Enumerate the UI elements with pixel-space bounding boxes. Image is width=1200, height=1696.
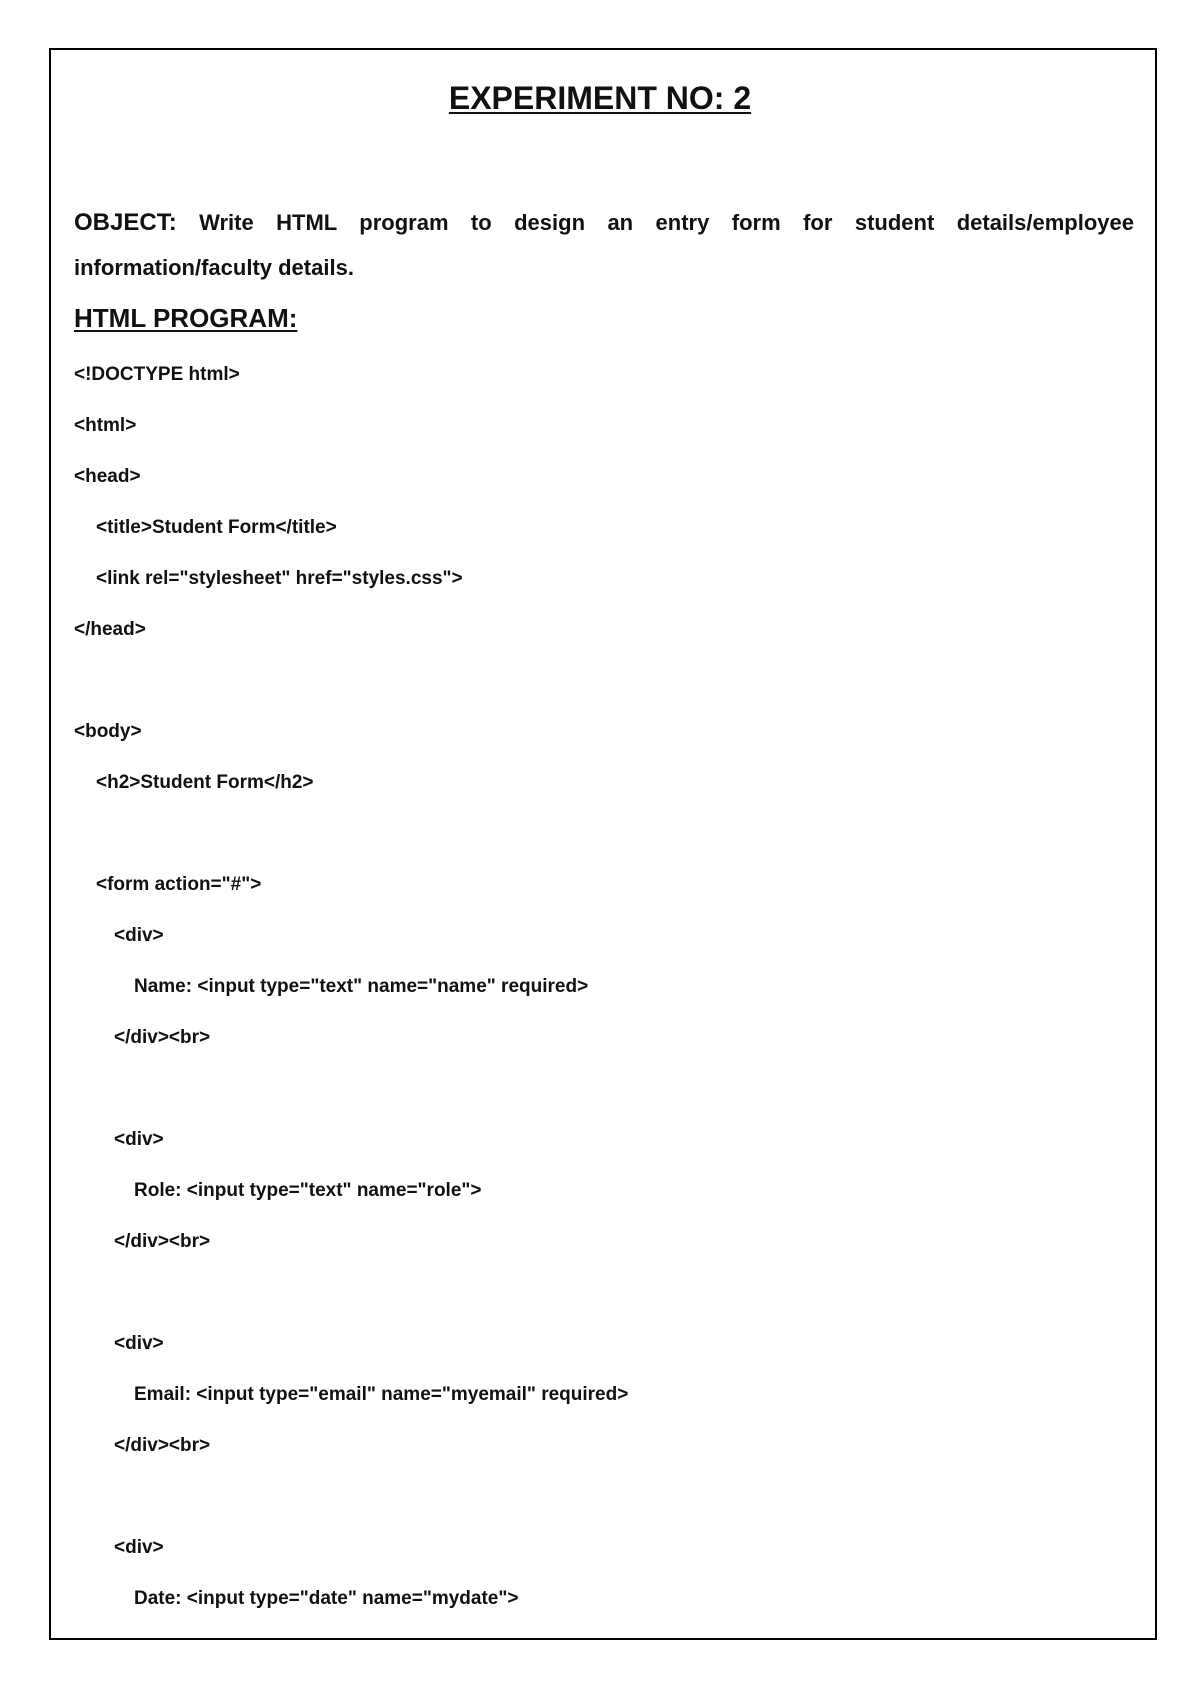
code-line: <div> (114, 1333, 164, 1354)
code-line: Email: <input type="email" name="myemail" required> (134, 1384, 629, 1405)
code-line: Role: <input type="text" name="role"> (134, 1180, 482, 1201)
object-paragraph (74, 200, 1134, 290)
code-line: <div> (114, 1129, 164, 1150)
code-line: <!DOCTYPE html> (74, 364, 240, 385)
code-line: <div> (114, 1537, 164, 1558)
code-line: <body> (74, 721, 142, 742)
object-text: Write HTML program to design an entry form for student details/employee information/faculty details. (74, 210, 1134, 280)
code-line: Date: <input type="date" name="mydate"> (134, 1588, 519, 1609)
code-line: <link rel="stylesheet" href="styles.css"> (96, 568, 463, 589)
code-line: <title>Student Form</title> (96, 517, 337, 538)
object-label: OBJECT: (74, 209, 177, 236)
code-line: <h2>Student Form</h2> (96, 772, 314, 793)
code-line: <head> (74, 466, 141, 487)
code-line: Name: <input type="text" name="name" required> (134, 976, 589, 997)
code-line: </div><br> (114, 1231, 211, 1252)
code-line: <form action="#"> (96, 874, 262, 895)
code-line: </div><br> (114, 1027, 211, 1048)
experiment-title: EXPERIMENT NO: 2 (448, 80, 752, 116)
code-line: </head> (74, 619, 146, 640)
code-line: <div> (114, 925, 164, 946)
code-line: </div><br> (114, 1435, 211, 1456)
program-heading: HTML PROGRAM: (74, 303, 298, 333)
code-line: <html> (74, 415, 137, 436)
